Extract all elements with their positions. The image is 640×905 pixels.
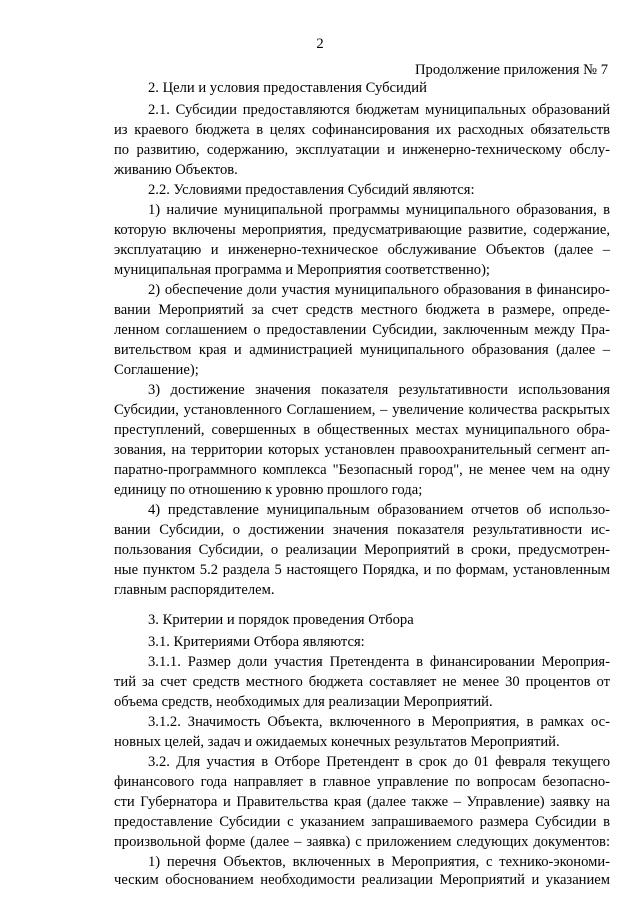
condition-4-line: 4) представление муниципальным образованием отчетов об использо- <box>148 502 610 518</box>
condition-3-line: единицу по отношению к уровню прошлого года; <box>114 482 423 498</box>
section-3-heading: 3. Критерии и порядок проведения Отбора <box>148 612 414 628</box>
condition-2-line: ленном соглашением о предоставлении Субсидии, заключенным между Пра- <box>114 322 610 338</box>
condition-3-line: 3) достижение значения показателя результативности использования <box>148 382 610 398</box>
paragraph-3-1-1-line: тий за счет средств местного бюджета составляет не менее 30 процентов от <box>114 674 610 690</box>
condition-3-line: Субсидии, установленного Соглашением, – увеличение количества раскрытых <box>114 402 610 418</box>
condition-1-line: эксплуатацию и инженерно-техническое обслуживание Объектов (далее – <box>114 242 610 258</box>
section-2-heading: 2. Цели и условия предоставления Субсидий <box>148 80 427 96</box>
paragraph-3-1-1-line: объема средств, необходимых для реализации Мероприятий. <box>114 694 493 710</box>
paragraph-3-2-line: 3.2. Для участия в Отборе Претендент в срок до 01 февраля текущего <box>148 754 610 770</box>
paragraph-3-1-2-line: новных целей, задач и ожидаемых конечных результатов Мероприятий. <box>114 734 560 750</box>
condition-4-line: пользования Субсидии, о реализации Мероприятий в сроки, предусмотрен- <box>114 542 610 558</box>
paragraph-3-2-line: произвольной форме (далее – заявка) с приложением следующих документов: <box>114 834 610 850</box>
condition-3-line: зования, на территории которых установлен правоохранительный сегмент ап- <box>114 442 610 458</box>
condition-4-line: главным распорядителем. <box>114 582 275 598</box>
condition-3-line: преступлений, совершенных в общественных местах муниципального обра- <box>114 422 610 438</box>
condition-2-line: вительством края и администрацией муниципального образования (далее – <box>114 342 610 358</box>
paragraph-2-1-line: по развитию, содержанию, эксплуатации и инженерно-техническому обслу- <box>114 142 610 158</box>
condition-4-line: ные пунктом 5.2 раздела 5 настоящего Порядка, и по формам, установленным <box>114 562 610 578</box>
condition-2-line: Соглашение); <box>114 362 199 378</box>
paragraph-2-1-line: из краевого бюджета в целях софинансирования их расходных обязательств <box>114 122 610 138</box>
condition-4-line: вании Субсидии, о достижении значения показателя результативности ис- <box>114 522 610 538</box>
paragraph-3-1-2-line: 3.1.2. Значимость Объекта, включенного в Мероприятия, в рамках ос- <box>148 714 610 730</box>
condition-2-line: вании Мероприятий за счет средств местного бюджета в размере, опреде- <box>114 302 610 318</box>
document-1-line: 1) перечня Объектов, включенных в Мероприятия, с технико-экономи- <box>148 854 610 870</box>
page-number: 2 <box>316 36 324 52</box>
condition-1-line: которую включены мероприятия, предусматривающие развитие, содержание, <box>114 222 610 238</box>
paragraph-2-1-line: живанию Объектов. <box>114 162 238 178</box>
condition-2-line: 2) обеспечение доли участия муниципального образования в финансиро- <box>148 282 610 298</box>
paragraph-3-2-line: предоставление Субсидии с указанием запрашиваемого размера Субсидии в <box>114 814 610 830</box>
condition-1-line: 1) наличие муниципальной программы муниципального образования, в <box>148 202 610 218</box>
document-1-line: ческим обоснованием необходимости реализации Мероприятий и указанием <box>114 872 610 888</box>
condition-3-line: паратно-программного комплекса "Безопасный город", не менее чем на одну <box>114 462 610 478</box>
paragraph-3-2-line: финансового года направляет в главное управление по вопросам безопасно- <box>114 774 610 790</box>
paragraph-3-2-line: сти Губернатора и Правительства края (далее также – Управление) заявку на <box>114 794 610 810</box>
appendix-continuation-note: Продолжение приложения № 7 <box>415 62 608 78</box>
paragraph-2-2-line: 2.2. Условиями предоставления Субсидий являются: <box>148 182 475 198</box>
paragraph-3-1-line: 3.1. Критериями Отбора являются: <box>148 634 365 650</box>
paragraph-2-1-line: 2.1. Субсидии предоставляются бюджетам муниципальных образований <box>148 102 610 118</box>
condition-1-line: муниципальная программа и Мероприятия соответственно); <box>114 262 490 278</box>
paragraph-3-1-1-line: 3.1.1. Размер доли участия Претендента в финансировании Мероприя- <box>148 654 610 670</box>
